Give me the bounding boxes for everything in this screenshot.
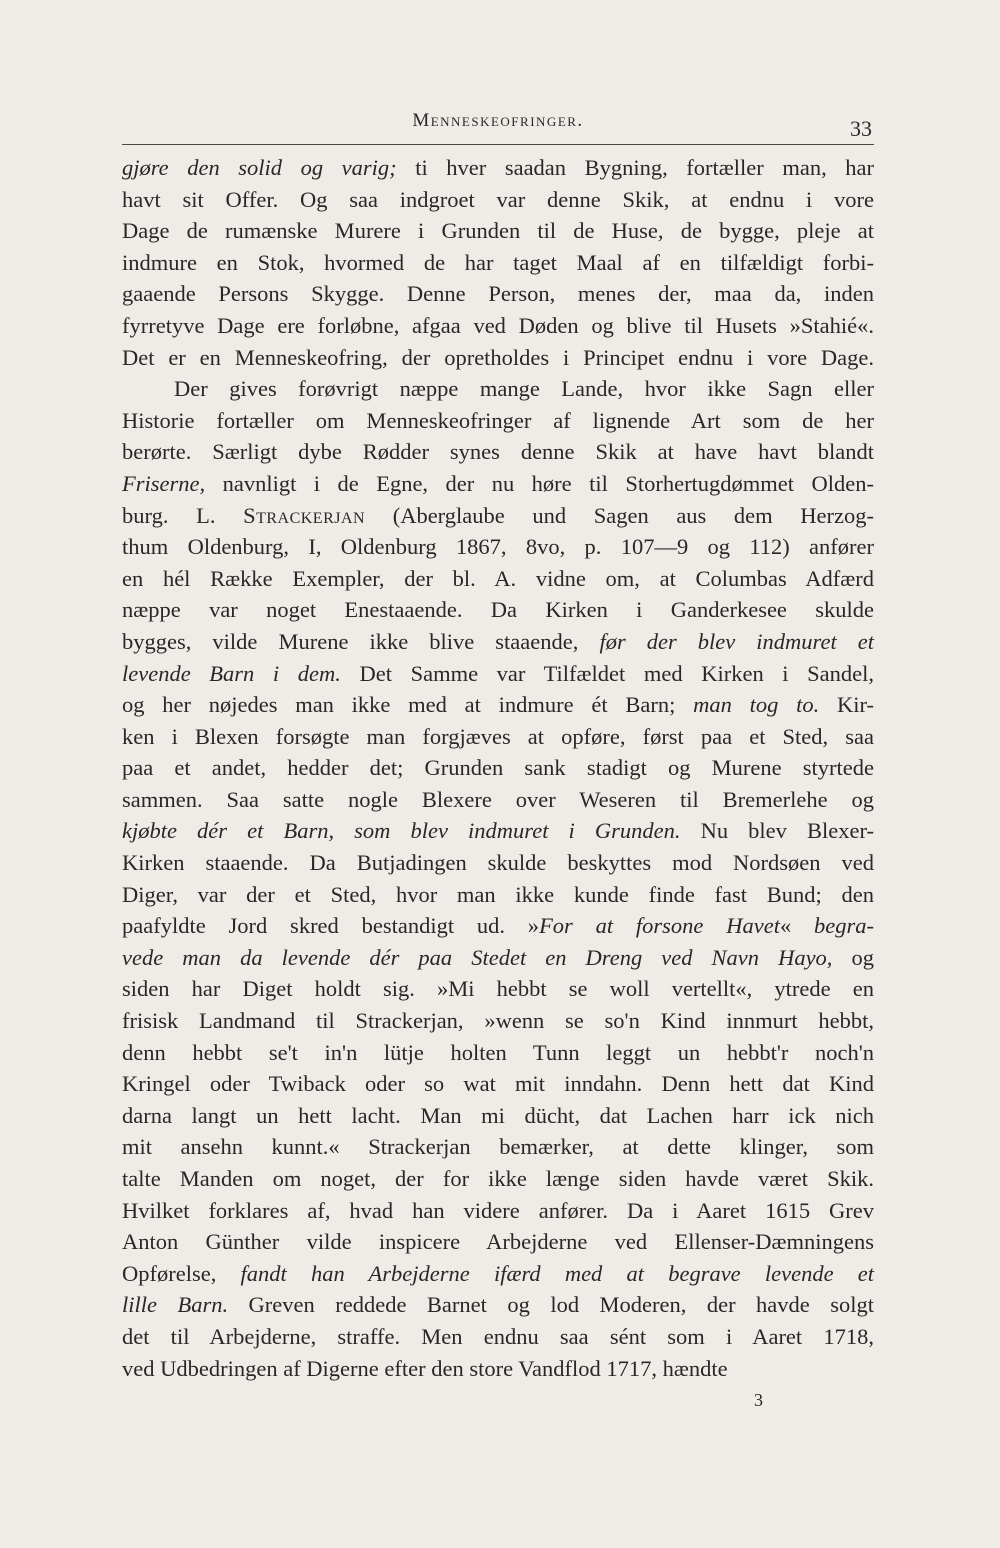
text-segment: (Aberglaube und Sagen aus dem Herzog- (365, 502, 874, 528)
signature-mark: 3 (754, 1390, 763, 1410)
text-segment: frisisk Landmand til Strackerjan, »wenn se so'n Kind innmurt hebbt, (122, 1008, 874, 1034)
text-segment: gaaende Persons Skygge. Denne Person, menes der, maa da, inden (122, 281, 874, 307)
text-line (122, 752, 874, 784)
page-number: 33 (850, 116, 872, 141)
text-segment: Dage de rumænske Murere i Grunden til de Huse, de bygge, pleje at (122, 218, 874, 244)
text-segment: en hél Række Exempler, der bl. A. vidne om, at Columbas Adfærd (122, 565, 874, 591)
text-line (122, 815, 874, 847)
text-line (122, 973, 874, 1005)
text-segment: bygges, vilde Murene ikke blive staaende, (122, 628, 600, 654)
text-line (122, 184, 874, 216)
italic-segment: fandt han Arbejderne ifærd med at begrave levende et (240, 1260, 874, 1286)
text-segment: talte Manden om noget, der for ikke længe siden havde været Skik. (122, 1166, 874, 1191)
text-line (122, 1321, 874, 1353)
text-segment: Greven reddede Barnet og lod Moderen, der havde solgt (228, 1292, 874, 1318)
text-line (122, 1100, 874, 1132)
italic-segment: gjøre den solid og varig; (122, 155, 397, 180)
text-segment: Anton Günther vilde inspicere Arbejderne ved Ellenser-Dæmningens (122, 1229, 874, 1255)
text-line (122, 278, 874, 310)
text-segment: og her nøjedes man ikke med at indmure ét Barn; (122, 692, 694, 718)
text-line (122, 1131, 874, 1163)
text-line (122, 1226, 874, 1258)
text-line (122, 910, 874, 942)
text-line (122, 468, 874, 500)
text-segment: ti hver saadan Bygning, fortæller man, har (396, 155, 875, 180)
italic-segment: kjøbte dér et Barn, som blev indmuret i Grunden. (122, 818, 681, 844)
text-segment: Kir- (819, 692, 874, 718)
text-segment: ved Udbedringen af Digerne efter den store Vandflod 1717, hændte (122, 1355, 728, 1381)
text-line (122, 689, 874, 721)
text-segment: sammen. Saa satte nogle Blexere over Weseren til Bremerlehe og (122, 786, 874, 812)
text-line (122, 1037, 874, 1069)
page-header (122, 104, 874, 145)
text-line (122, 215, 874, 247)
text-line (122, 152, 874, 184)
text-line (122, 563, 874, 595)
body-text (122, 152, 874, 1384)
italic-segment: begra- (814, 913, 875, 939)
text-segment: burg. L. (122, 502, 244, 528)
text-segment: thum Oldenburg, I, Oldenburg 1867, 8vo, p. 107—9 og 112) anfører (122, 534, 874, 560)
text-segment: berørte. Særligt dybe Rødder synes denne Skik at have havt blandt (122, 439, 874, 465)
text-line (122, 721, 874, 753)
italic-segment: vede man da levende dér paa Stedet en Dreng ved Navn Hayo, (122, 944, 833, 970)
small-caps-name: Strackerjan (243, 502, 366, 528)
italic-segment: lille Barn. (122, 1292, 229, 1318)
text-segment: Det Samme var Tilfældet med Kirken i Sandel, (340, 660, 875, 686)
text-segment: Der gives forøvrigt næppe mange Lande, hvor ikke Sagn eller (174, 376, 874, 402)
text-line (122, 879, 874, 911)
italic-segment: man tog to. (693, 692, 820, 718)
text-segment: ken i Blexen forsøgte man forgjæves at opføre, først paa et Sted, saa (122, 723, 874, 749)
italic-segment: Friserne, (122, 470, 206, 496)
text-line (122, 594, 874, 626)
text-line (122, 1163, 874, 1195)
italic-segment: For at forsone Havet (539, 913, 780, 939)
text-line (122, 1353, 874, 1385)
text-segment: Historie fortæller om Menneskeofringer af lignende Art som de her (122, 407, 874, 433)
text-segment: paa et andet, hedder det; Grunden sank stadigt og Murene styrtede (122, 755, 874, 781)
text-line (122, 942, 874, 974)
text-line (122, 847, 874, 879)
text-line (122, 436, 874, 468)
text-segment: det til Arbejderne, straffe. Men endnu saa sént som i Aaret 1718, (122, 1323, 874, 1349)
text-segment: indmure en Stok, hvormed de har taget Maal af en tilfældigt forbi- (122, 249, 874, 275)
text-segment: Kirken staaende. Da Butjadingen skulde beskyttes mod Nordsøen ved (122, 850, 874, 876)
text-segment: havt sit Offer. Og saa indgroet var denne Skik, at endnu i vore (122, 186, 874, 212)
text-segment: Kringel oder Twiback oder so wat mit inndahn. Denn hett dat Kind (122, 1071, 874, 1097)
text-line (122, 1005, 874, 1037)
text-line (122, 373, 874, 405)
text-segment: Diger, var der et Sted, hvor man ikke kunde finde fast Bund; den (122, 881, 874, 907)
text-segment: paafyldte Jord skred bestandigt ud. » (122, 913, 540, 939)
text-segment: mit ansehn kunnt.« Strackerjan bemærker, at dette klinger, som (122, 1134, 874, 1160)
italic-segment: levende Barn i dem. (122, 660, 341, 686)
text-segment: siden har Diget holdt sig. »Mi hebbt se woll vertellt«, ytrede en (122, 976, 874, 1002)
text-segment: « (779, 913, 815, 939)
text-line (122, 1068, 874, 1100)
text-line (122, 310, 874, 342)
text-line (122, 784, 874, 816)
text-segment: næppe var noget Enestaaende. Da Kirken i Ganderkesee skulde (122, 597, 874, 623)
text-line (122, 247, 874, 279)
italic-segment: før der blev indmuret et (599, 628, 875, 654)
text-line (122, 1258, 874, 1290)
text-line (122, 405, 874, 437)
text-segment: darna langt un hett lacht. Man mi dücht, dat Lachen harr ick nich (122, 1102, 874, 1128)
text-segment: fyrretyve Dage ere forløbne, afgaa ved Døden og blive til Husets »Stahié«. (122, 312, 874, 338)
text-segment: navnligt i de Egne, der nu høre til Storhertugdømmet Olden- (205, 470, 874, 496)
text-line (122, 1195, 874, 1227)
text-line (122, 531, 874, 563)
text-segment: denn hebbt se't in'n lütje holten Tunn leggt un hebbt'r noch'n (122, 1039, 874, 1065)
text-line (122, 1289, 874, 1321)
text-segment: og (832, 944, 874, 970)
running-title: Menneskeofringer. (412, 110, 584, 131)
text-line (122, 658, 874, 690)
text-segment: Det er en Menneskeofring, der opretholdes i Principet endnu i vore Dage. (122, 344, 874, 370)
text-line (122, 626, 874, 658)
text-line (122, 342, 874, 374)
text-segment: Hvilket forklares af, hvad han videre anfører. Da i Aaret 1615 Grev (122, 1197, 874, 1223)
text-segment: Opførelse, (122, 1260, 241, 1286)
text-line (122, 500, 874, 532)
text-segment: Nu blev Blexer- (680, 818, 874, 844)
